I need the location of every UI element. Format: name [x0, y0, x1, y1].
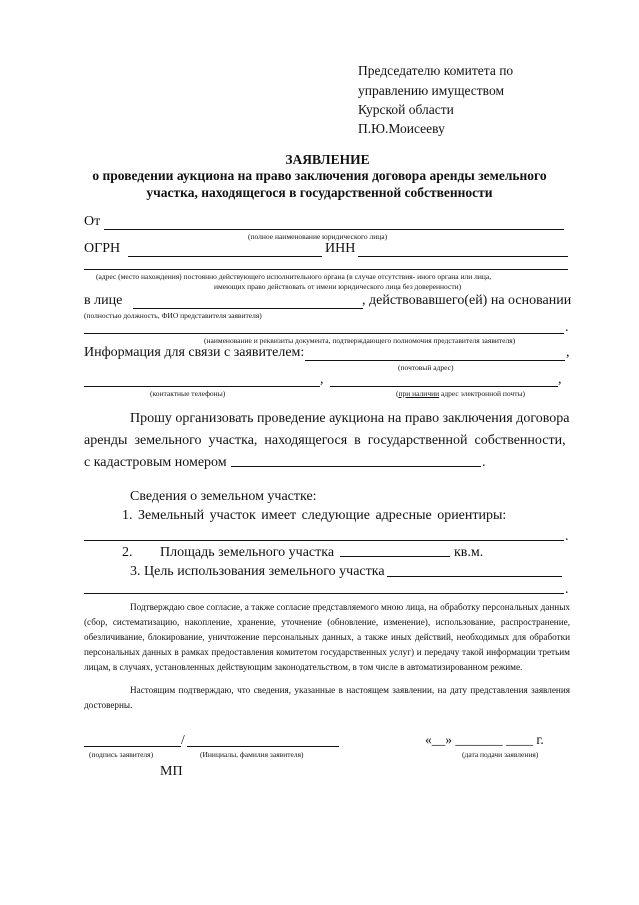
document-subtitle-2: участка, находящегося в государственной собственности [146, 185, 493, 200]
email-field[interactable] [330, 386, 558, 387]
document-title: ЗАЯВЛЕНИЕ [285, 152, 370, 167]
request-line-1: Прошу организовать проведение аукциона на право заключения договора [130, 411, 570, 426]
from-field[interactable] [104, 229, 564, 230]
signature-caption: (подпись заявителя) [89, 750, 154, 759]
postal-comma: , [566, 345, 570, 360]
land-info-heading: Сведения о земельном участке: [130, 489, 317, 504]
name-field[interactable] [187, 746, 339, 747]
addressee-line-3: Курской области [358, 102, 454, 117]
email-comma: , [558, 372, 562, 387]
phones-comma: , [320, 372, 324, 387]
request-line-3: с кадастровым номером [84, 455, 227, 470]
postal-address-field[interactable] [305, 360, 565, 361]
phones-field[interactable] [84, 386, 320, 387]
address-field[interactable] [84, 269, 568, 270]
cadastral-number-field[interactable] [231, 466, 481, 467]
signature-field[interactable] [84, 746, 181, 747]
inn-label: ИНН [325, 241, 356, 256]
ogrn-field[interactable] [128, 256, 322, 257]
address-caption-2: имеющих право действовать от имени юридического лица без доверенности) [214, 282, 462, 291]
land-info-item-2: Площадь земельного участка [160, 545, 335, 560]
usage-purpose-field[interactable] [387, 576, 562, 577]
postal-caption: (почтовый адрес) [398, 363, 454, 372]
name-caption: (Инициалы, фамилия заявителя) [200, 750, 304, 759]
contact-label: Информация для связи с заявителем: [84, 345, 305, 360]
confirmation-paragraph: Настоящим подтверждаю, что сведения, указанные в настоящем заявлении, на дату представления заявления достоверны. [84, 685, 570, 710]
cadastral-period: . [482, 455, 486, 470]
addressee-line-1: Председателю комитета по [358, 63, 514, 78]
address-caption-1: (адрес (место нахождения) постоянно действующего исполнительного органа (в случае отсутствия- иного органа или лица, [96, 272, 492, 281]
land-info-item-1: 1. Земельный участок имеет следующие адресные ориентиры: [122, 508, 507, 523]
from-caption: (полное наименование юридического лица) [248, 232, 388, 241]
address-landmarks-field[interactable] [84, 540, 564, 541]
phones-caption: (контактные телефоны) [150, 389, 226, 398]
person-caption: (полностью должность, ФИО представителя заявителя) [84, 311, 262, 320]
inn-field[interactable] [358, 256, 568, 257]
signature-slash: / [181, 732, 185, 747]
area-field[interactable] [340, 556, 450, 557]
document-subtitle-1: о проведении аукциона на право заключения договора аренды земельного [92, 168, 547, 183]
land-info-item-3: 3. Цель использования земельного участка [130, 564, 385, 579]
document-caption: (наименование и реквизиты документа, подтверждающего полномочия представителя заявителя) [204, 336, 516, 345]
usage-period: . [565, 582, 569, 597]
addressee-line-4: П.Ю.Моисееву [358, 121, 445, 136]
acting-label: , действовавшего(ей) на основании [362, 293, 572, 308]
document-period: . [565, 320, 569, 335]
landmarks-period: . [565, 529, 569, 544]
ogrn-label: ОГРН [84, 241, 121, 256]
land-info-item-2-number: 2. [122, 545, 133, 560]
person-field[interactable] [133, 308, 363, 309]
consent-paragraph: Подтверждаю свое согласие, а также согласие представляемого мною лица, на обработку персональных данных (сбор, систематизацию, накопление, хранение, уточнение (обновление, изменение), использование, распространение, обезличивание, блокирование, уничтожение персональных данных, а также иных действий, необходимых для обработки персональных данных в рамках предоставления комитетом государственных услуг) и передачу такой информации третьим лицам, в случаях, установленных действующим законодательством, в том числе в автоматизированном режиме. [84, 602, 570, 672]
request-line-2: аренды земельного участка, находящегося в государственной собственности, [84, 433, 566, 448]
usage-purpose-field-2[interactable] [84, 593, 564, 594]
person-label: в лице [84, 293, 123, 308]
area-unit: кв.м. [454, 545, 484, 560]
stamp-label: МП [160, 764, 183, 779]
addressee-line-2: управлению имуществом [358, 83, 505, 98]
document-field[interactable] [84, 333, 564, 334]
email-caption: (при наличии адрес электронной почты) [396, 389, 526, 398]
date-caption: (дата подачи заявления) [462, 750, 539, 759]
from-label: От [84, 214, 101, 229]
date-field[interactable]: «__» _______ ____ г. [425, 732, 544, 747]
